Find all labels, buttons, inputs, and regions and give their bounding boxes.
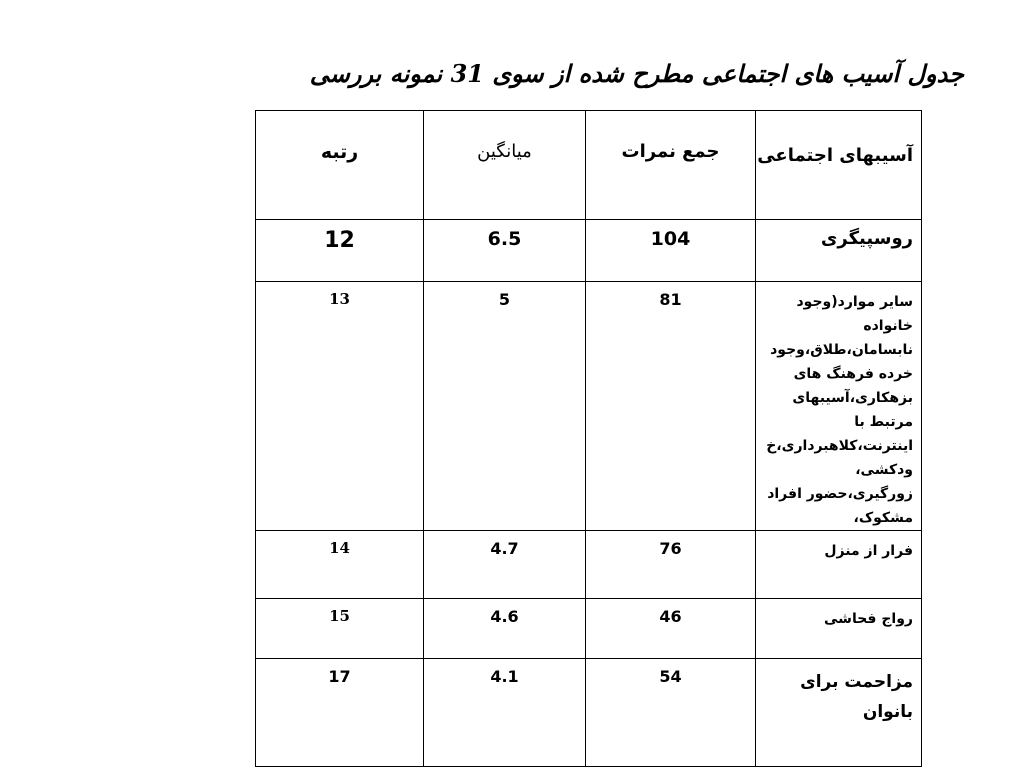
table-header-row xyxy=(256,111,922,220)
header-rank: رتبه xyxy=(256,111,424,220)
cell-mean: 6.5 xyxy=(424,220,586,282)
cell-harm: فرار از منزل xyxy=(756,531,922,599)
table-row xyxy=(256,659,922,767)
social-harms-table xyxy=(255,110,922,767)
cell-mean: 4.1 xyxy=(424,659,586,767)
cell-rank: 14 xyxy=(256,531,424,599)
table-row xyxy=(256,282,922,531)
cell-rank: 13 xyxy=(256,282,424,531)
header-total-score: جمع نمرات xyxy=(586,111,756,220)
table-row xyxy=(256,531,922,599)
cell-mean: 5 xyxy=(424,282,586,531)
cell-total-score: 54 xyxy=(586,659,756,767)
cell-total-score: 46 xyxy=(586,599,756,659)
table-row xyxy=(256,599,922,659)
cell-mean: 4.7 xyxy=(424,531,586,599)
cell-rank: 15 xyxy=(256,599,424,659)
cell-harm: سایر موارد(وجود خانواده نابسامان،طلاق،وجود خرده فرهنگ های بزهکاری،آسیبهای مرتبط با اینترنت،کلاهبرداری،خ ودکشی، زورگیری،حضور افراد مشکوک، xyxy=(756,282,922,531)
table-title: جدول آسیب های اجتماعی مطرح شده از سوی 31 نمونه بررسی xyxy=(309,59,964,88)
header-mean: میانگین xyxy=(424,111,586,220)
cell-total-score: 81 xyxy=(586,282,756,531)
cell-harm: روسپیگری xyxy=(756,220,922,282)
cell-rank: 17 xyxy=(256,659,424,767)
cell-harm: رواج فحاشی xyxy=(756,599,922,659)
cell-total-score: 104 xyxy=(586,220,756,282)
cell-harm: مزاحمت برای بانوان xyxy=(756,659,922,767)
table-row xyxy=(256,220,922,282)
header-social-harms: آسیبهای اجتماعی xyxy=(756,111,922,220)
cell-mean: 4.6 xyxy=(424,599,586,659)
cell-rank: 12 xyxy=(256,220,424,282)
cell-total-score: 76 xyxy=(586,531,756,599)
